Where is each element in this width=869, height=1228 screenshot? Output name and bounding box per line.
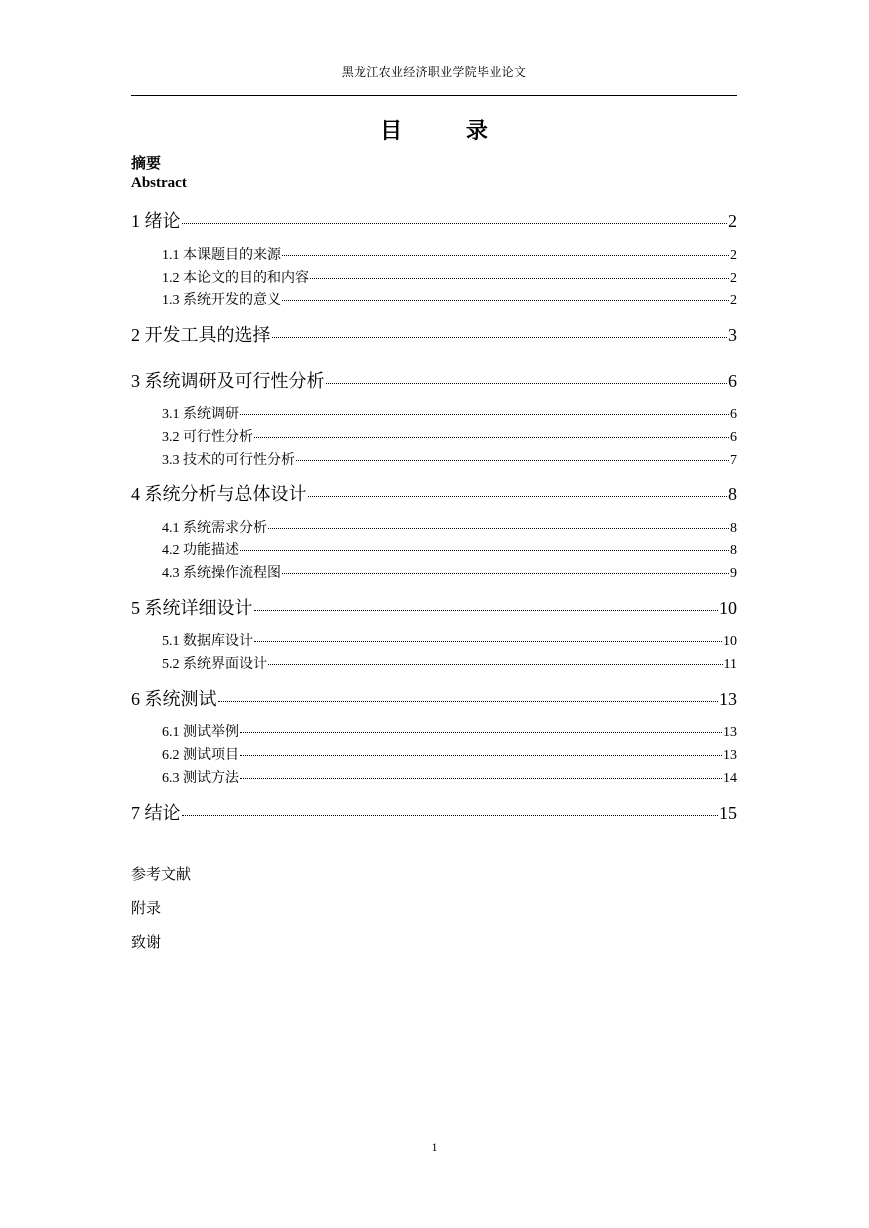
toc-entry-label: 3 系统调研及可行性分析 [131,371,325,391]
toc-entry-page: 2 [728,211,737,231]
toc-entry-label: 1 绪论 [131,211,181,231]
dot-leader [282,573,729,574]
toc-subentry-page: 9 [730,566,737,581]
toc-entry[interactable] [131,480,737,506]
toc-subentry-page: 8 [730,521,737,536]
dot-leader [326,383,728,384]
page-title: 目 录 [380,119,516,144]
toc-entry[interactable] [131,799,737,825]
dot-leader [218,701,719,702]
toc-subentry-page: 10 [723,634,737,649]
toc-subentry-label: 1.3 系统开发的意义 [162,293,281,308]
toc-entry-label: 7 结论 [131,803,181,823]
dot-leader [268,664,723,665]
dot-leader [254,641,722,642]
dot-leader [272,337,728,338]
dot-leader [296,460,729,461]
toc-subentry[interactable] [162,767,737,787]
toc-subentry-page: 2 [730,293,737,308]
back-matter-appendix[interactable]: 附录 [131,901,162,917]
toc-entry-page: 3 [728,325,737,345]
toc-entry[interactable] [131,594,737,620]
dot-leader [240,414,729,415]
toc-entry-label: 2 开发工具的选择 [131,325,271,345]
dot-leader [182,223,728,224]
dot-leader [254,610,719,611]
front-matter-abstract-cn: 摘要 [131,156,162,172]
dot-leader [254,437,729,438]
dot-leader [240,755,722,756]
header-rule [131,95,737,96]
dot-leader [182,815,719,816]
toc-subentry-page: 6 [730,407,737,422]
front-matter-abstract-en: Abstract [131,175,187,191]
dot-leader [268,528,729,529]
toc-subentry-label: 1.1 本课题目的来源 [162,248,281,263]
toc-subentry[interactable] [162,562,737,582]
back-matter-acknowledgements[interactable]: 致谢 [131,935,162,951]
page-number: 1 [431,1140,438,1154]
dot-leader [282,300,729,301]
toc-subentry[interactable] [162,403,737,423]
toc-subentry-page: 11 [723,657,737,672]
toc-subentry-label: 6.1 测试举例 [162,725,239,740]
toc-subentry[interactable] [162,744,737,764]
toc-subentry-label: 3.1 系统调研 [162,407,239,422]
toc-subentry-page: 13 [723,725,737,740]
toc-entry-page: 10 [719,598,737,618]
toc-subentry-page: 2 [730,271,737,286]
toc-subentry[interactable] [162,244,737,264]
back-matter-references[interactable]: 参考文献 [131,867,192,883]
toc-entry[interactable] [131,321,737,347]
toc-subentry-page: 6 [730,430,737,445]
dot-leader [308,496,728,497]
toc-entry-label: 4 系统分析与总体设计 [131,484,307,504]
dot-leader [240,550,729,551]
toc-entry-label: 5 系统详细设计 [131,598,253,618]
toc-subentry-page: 2 [730,248,737,263]
toc-subentry-label: 4.2 功能描述 [162,543,239,558]
toc-subentry[interactable] [162,539,737,559]
toc-entry-page: 8 [728,484,737,504]
toc-subentry[interactable] [162,630,737,650]
dot-leader [282,255,729,256]
toc-entry[interactable] [131,207,737,233]
toc-subentry[interactable] [162,426,737,446]
toc-subentry[interactable] [162,517,737,537]
toc-subentry-page: 8 [730,543,737,558]
toc-subentry-label: 6.2 测试项目 [162,748,239,763]
toc-entry-page: 15 [719,803,737,823]
toc-entry[interactable] [131,367,737,393]
toc-subentry-label: 5.1 数据库设计 [162,634,253,649]
toc-subentry-label: 3.2 可行性分析 [162,430,253,445]
dot-leader [240,778,722,779]
dot-leader [310,278,729,279]
dot-leader [240,732,722,733]
toc-subentry[interactable] [162,653,737,673]
toc-subentry-page: 13 [723,748,737,763]
toc-subentry[interactable] [162,449,737,469]
toc-subentry-page: 7 [730,453,737,468]
toc-subentry-label: 3.3 技术的可行性分析 [162,453,295,468]
toc-subentry-label: 4.3 系统操作流程图 [162,566,281,581]
toc-subentry-label: 1.2 本论文的目的和内容 [162,271,309,286]
toc-subentry-label: 6.3 测试方法 [162,771,239,786]
toc-subentry[interactable] [162,267,737,287]
page-header: 黑龙江农业经济职业学院毕业论文 [341,65,527,79]
toc-subentry-label: 5.2 系统界面设计 [162,657,267,672]
toc-subentry[interactable] [162,289,737,309]
toc-entry[interactable] [131,685,737,711]
toc-entry-label: 6 系统测试 [131,689,217,709]
toc-entry-page: 6 [728,371,737,391]
toc-subentry-page: 14 [723,771,737,786]
toc-subentry-label: 4.1 系统需求分析 [162,521,267,536]
toc-subentry[interactable] [162,721,737,741]
toc-entry-page: 13 [719,689,737,709]
